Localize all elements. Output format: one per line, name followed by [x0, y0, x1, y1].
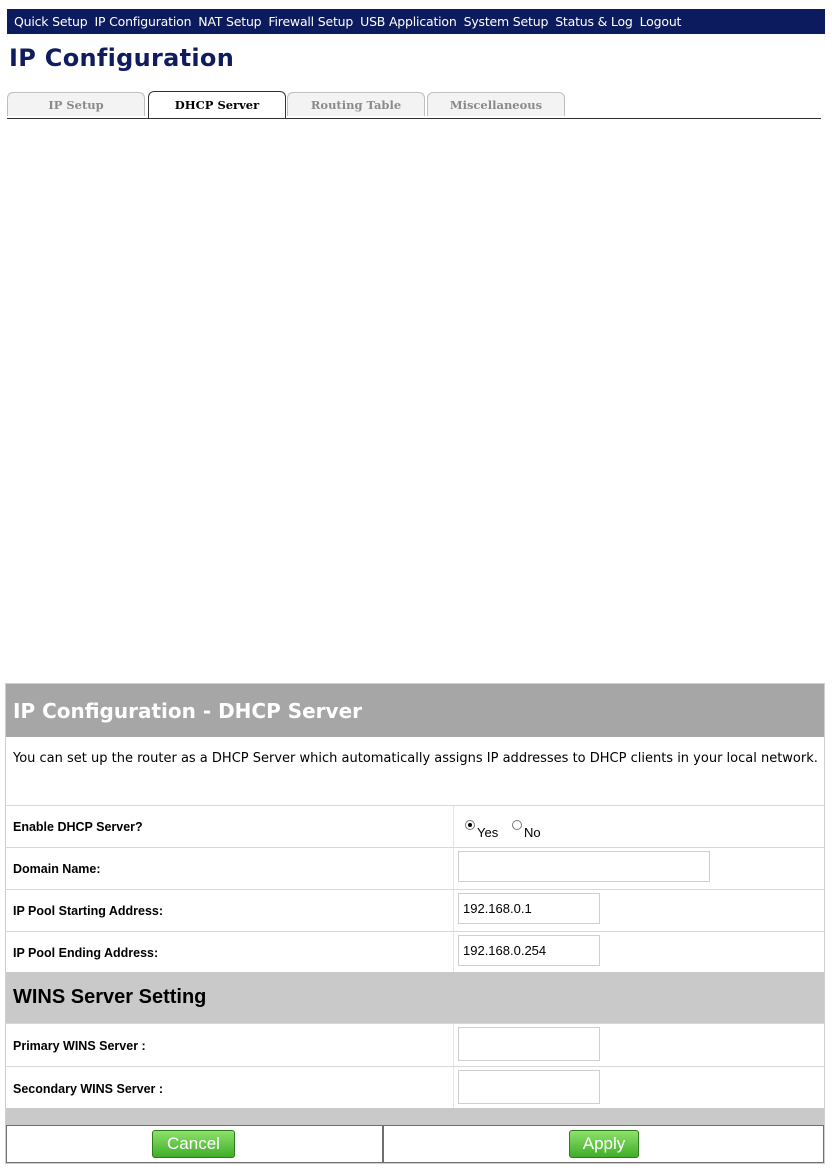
cancel-cell — [6, 1125, 383, 1163]
button-bar-divider — [6, 1108, 824, 1125]
tab-dhcp-server[interactable]: DHCP Server — [148, 91, 286, 118]
tab-routing-table[interactable]: Routing Table — [287, 92, 425, 116]
page-title: IP Configuration — [9, 44, 235, 72]
top-nav — [7, 9, 825, 34]
enable-dhcp-yes-radio[interactable] — [465, 820, 475, 830]
wins-section-title: WINS Server Setting — [6, 972, 824, 1023]
tab-ip-setup[interactable]: IP Setup — [7, 92, 145, 116]
enable-dhcp-no-radio[interactable] — [512, 820, 522, 830]
panel-title: IP Configuration - DHCP Server — [6, 684, 824, 737]
row-pool-end — [6, 931, 824, 972]
row-secondary-wins — [6, 1066, 824, 1108]
tab-miscellaneous[interactable]: Miscellaneous — [427, 92, 565, 116]
row-pool-start — [6, 889, 824, 931]
tab-bar — [7, 90, 821, 119]
pool-end-label: IP Pool Ending Address: — [13, 946, 159, 960]
cancel-button[interactable]: Cancel — [152, 1130, 235, 1158]
nav-logout[interactable]: Logout — [639, 14, 682, 29]
pool-start-label: IP Pool Starting Address: — [13, 904, 164, 918]
nav-system-setup[interactable]: System Setup — [463, 14, 549, 29]
nav-nat-setup[interactable]: NAT Setup — [198, 14, 262, 29]
dhcp-panel — [5, 683, 825, 1164]
nav-usb-application[interactable]: USB Application — [360, 14, 457, 29]
enable-dhcp-no-label: No — [524, 825, 541, 840]
nav-ip-configuration[interactable]: IP Configuration — [94, 14, 192, 29]
apply-cell — [383, 1125, 824, 1163]
domain-name-label: Domain Name: — [13, 862, 101, 876]
nav-quick-setup[interactable]: Quick Setup — [14, 14, 88, 29]
apply-button[interactable]: Apply — [569, 1130, 639, 1158]
nav-status-log[interactable]: Status & Log — [555, 14, 633, 29]
row-domain-name — [6, 847, 824, 889]
pool-end-input[interactable]: 192.168.0.254 — [458, 935, 600, 966]
pool-start-input[interactable]: 192.168.0.1 — [458, 893, 600, 924]
secondary-wins-label: Secondary WINS Server : — [13, 1082, 164, 1096]
enable-dhcp-yes-label: Yes — [477, 825, 499, 840]
secondary-wins-input[interactable] — [458, 1070, 600, 1104]
panel-description: You can set up the router as a DHCP Server which automatically assigns IP addresses to DHCP clients in your local network. — [13, 751, 818, 766]
row-enable-dhcp — [6, 805, 824, 847]
domain-name-input[interactable] — [458, 851, 710, 882]
button-row — [6, 1125, 824, 1163]
primary-wins-input[interactable] — [458, 1027, 600, 1061]
enable-dhcp-label: Enable DHCP Server? — [13, 820, 143, 834]
primary-wins-label: Primary WINS Server : — [13, 1039, 146, 1053]
nav-firewall-setup[interactable]: Firewall Setup — [268, 14, 354, 29]
row-primary-wins — [6, 1023, 824, 1066]
